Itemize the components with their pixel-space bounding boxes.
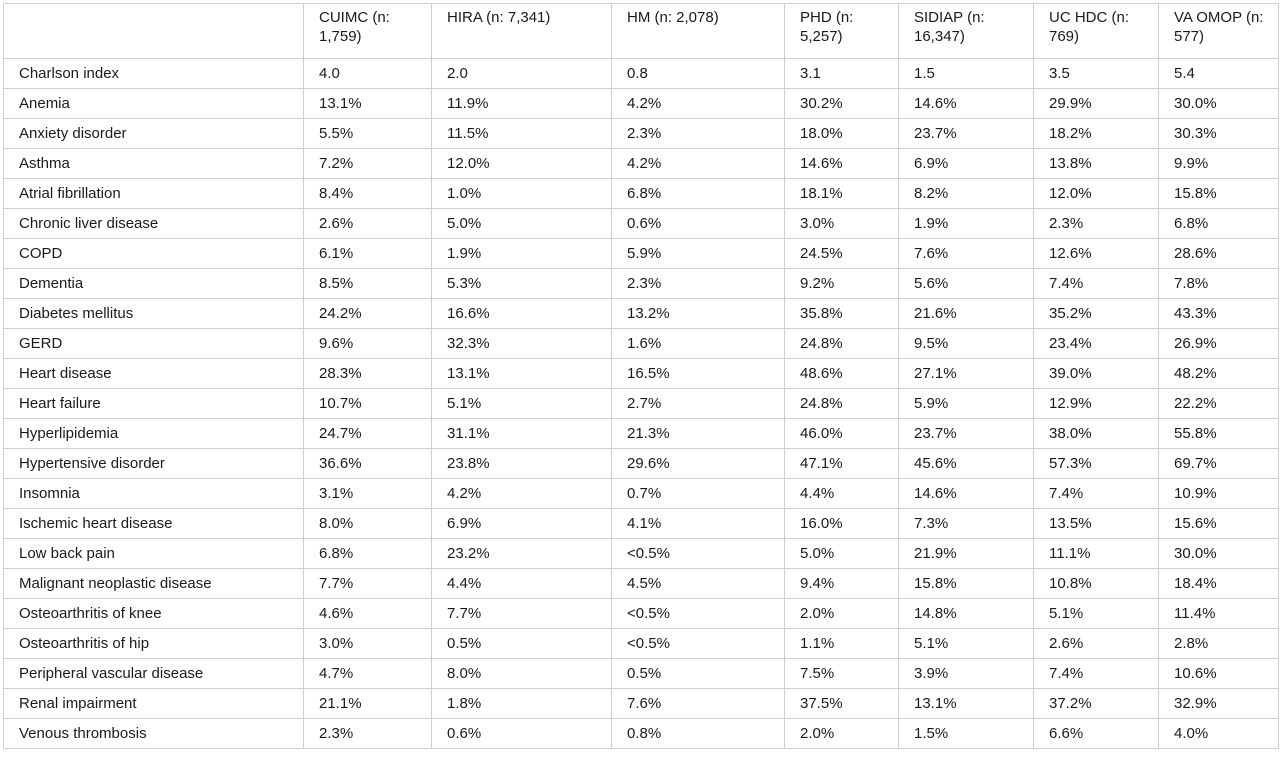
row-label: Diabetes mellitus — [4, 299, 304, 329]
table-cell: 13.2% — [612, 299, 785, 329]
row-label: Anemia — [4, 89, 304, 119]
table-cell: 24.8% — [785, 389, 899, 419]
row-label: Low back pain — [4, 539, 304, 569]
comorbidity-table — [3, 3, 1279, 749]
table-cell: 18.4% — [1159, 569, 1279, 599]
table-cell: 4.7% — [304, 659, 432, 689]
table-cell: 18.2% — [1034, 119, 1159, 149]
row-label: Osteoarthritis of hip — [4, 629, 304, 659]
table-cell: 24.7% — [304, 419, 432, 449]
row-label: Ischemic heart disease — [4, 509, 304, 539]
table-cell: 0.8% — [612, 719, 785, 749]
table-cell: 8.4% — [304, 179, 432, 209]
table-cell: 47.1% — [785, 449, 899, 479]
table-cell: 10.9% — [1159, 479, 1279, 509]
table-cell: 2.3% — [612, 269, 785, 299]
table-cell: 8.2% — [899, 179, 1034, 209]
table-cell: 6.1% — [304, 239, 432, 269]
table-row — [4, 299, 1279, 329]
table-cell: 37.5% — [785, 689, 899, 719]
table-cell: 3.0% — [785, 209, 899, 239]
table-cell: 16.6% — [432, 299, 612, 329]
table-cell: 4.4% — [785, 479, 899, 509]
table-cell: 30.0% — [1159, 539, 1279, 569]
table-cell: 23.4% — [1034, 329, 1159, 359]
column-header: CUIMC (n: 1,759) — [304, 4, 432, 59]
table-cell: 9.4% — [785, 569, 899, 599]
table-cell: 2.8% — [1159, 629, 1279, 659]
table-cell: 26.9% — [1159, 329, 1279, 359]
table-cell: 11.9% — [432, 89, 612, 119]
column-header: HIRA (n: 7,341) — [432, 4, 612, 59]
table-cell: 11.4% — [1159, 599, 1279, 629]
table-cell: 6.8% — [1159, 209, 1279, 239]
table-cell: 9.6% — [304, 329, 432, 359]
table-cell: 2.3% — [304, 719, 432, 749]
table-header — [4, 4, 1279, 59]
column-header: PHD (n: 5,257) — [785, 4, 899, 59]
table-cell: 7.4% — [1034, 479, 1159, 509]
table-cell: 55.8% — [1159, 419, 1279, 449]
table-cell: 4.5% — [612, 569, 785, 599]
table-row — [4, 659, 1279, 689]
row-label: GERD — [4, 329, 304, 359]
table-cell: 13.8% — [1034, 149, 1159, 179]
table-cell: 10.6% — [1159, 659, 1279, 689]
table-cell: 1.6% — [612, 329, 785, 359]
table-cell: 9.2% — [785, 269, 899, 299]
table-cell: 14.8% — [899, 599, 1034, 629]
table-cell: 11.5% — [432, 119, 612, 149]
table-cell: 4.1% — [612, 509, 785, 539]
table-row — [4, 359, 1279, 389]
table-cell: 4.2% — [612, 149, 785, 179]
row-label: Atrial fibrillation — [4, 179, 304, 209]
table-cell: 16.5% — [612, 359, 785, 389]
table-cell: 7.6% — [899, 239, 1034, 269]
row-label: COPD — [4, 239, 304, 269]
row-label: Hypertensive disorder — [4, 449, 304, 479]
table-cell: 3.5 — [1034, 59, 1159, 89]
table-cell: 21.1% — [304, 689, 432, 719]
table-cell: 37.2% — [1034, 689, 1159, 719]
table-row — [4, 719, 1279, 749]
table-cell: 7.4% — [1034, 659, 1159, 689]
row-label: Insomnia — [4, 479, 304, 509]
table-cell: 6.8% — [612, 179, 785, 209]
table-row — [4, 269, 1279, 299]
table-cell: 24.8% — [785, 329, 899, 359]
table-cell: 6.9% — [899, 149, 1034, 179]
table-cell: 13.5% — [1034, 509, 1159, 539]
table-cell: 12.0% — [432, 149, 612, 179]
table-row — [4, 599, 1279, 629]
table-cell: 13.1% — [899, 689, 1034, 719]
table-cell: 3.1 — [785, 59, 899, 89]
table-cell: 10.7% — [304, 389, 432, 419]
table-cell: 1.9% — [432, 239, 612, 269]
table-cell: 18.1% — [785, 179, 899, 209]
table-row — [4, 179, 1279, 209]
table-row — [4, 329, 1279, 359]
table-cell: 0.6% — [432, 719, 612, 749]
table-row — [4, 569, 1279, 599]
table-cell: 23.7% — [899, 119, 1034, 149]
table-cell: 4.0 — [304, 59, 432, 89]
column-header: UC HDC (n: 769) — [1034, 4, 1159, 59]
table-cell: 15.6% — [1159, 509, 1279, 539]
table-cell: 5.0% — [785, 539, 899, 569]
table-row — [4, 509, 1279, 539]
table-cell: 38.0% — [1034, 419, 1159, 449]
table-cell: 5.0% — [432, 209, 612, 239]
table-cell: 12.6% — [1034, 239, 1159, 269]
table-cell: 2.6% — [304, 209, 432, 239]
table-cell: 32.9% — [1159, 689, 1279, 719]
column-header: VA OMOP (n: 577) — [1159, 4, 1279, 59]
table-cell: 21.3% — [612, 419, 785, 449]
table-cell: 1.5% — [899, 719, 1034, 749]
table-cell: 5.9% — [612, 239, 785, 269]
table-cell: 29.9% — [1034, 89, 1159, 119]
table-cell: 43.3% — [1159, 299, 1279, 329]
table-cell: 30.0% — [1159, 89, 1279, 119]
table-cell: 8.0% — [304, 509, 432, 539]
table-row — [4, 539, 1279, 569]
table-cell: 0.7% — [612, 479, 785, 509]
table-cell: 3.1% — [304, 479, 432, 509]
table-cell: 23.7% — [899, 419, 1034, 449]
column-header: SIDIAP (n: 16,347) — [899, 4, 1034, 59]
table-cell: 2.3% — [612, 119, 785, 149]
table-cell: 48.2% — [1159, 359, 1279, 389]
table-cell: 31.1% — [432, 419, 612, 449]
table-cell: 15.8% — [1159, 179, 1279, 209]
table-row — [4, 119, 1279, 149]
table-cell: 11.1% — [1034, 539, 1159, 569]
table-row — [4, 449, 1279, 479]
table-cell: 14.6% — [785, 149, 899, 179]
table-body — [4, 59, 1279, 749]
table-cell: 5.5% — [304, 119, 432, 149]
table-cell: 12.9% — [1034, 389, 1159, 419]
table-cell: 7.6% — [612, 689, 785, 719]
table-cell: 13.1% — [304, 89, 432, 119]
table-cell: 9.9% — [1159, 149, 1279, 179]
table-row — [4, 59, 1279, 89]
table-cell: 1.9% — [899, 209, 1034, 239]
table-cell: 3.9% — [899, 659, 1034, 689]
table-cell: 1.5 — [899, 59, 1034, 89]
table-cell: 2.6% — [1034, 629, 1159, 659]
table-cell: 10.8% — [1034, 569, 1159, 599]
table-cell: 23.2% — [432, 539, 612, 569]
table-cell: 7.7% — [304, 569, 432, 599]
row-label: Chronic liver disease — [4, 209, 304, 239]
table-cell: 30.2% — [785, 89, 899, 119]
table-cell: 16.0% — [785, 509, 899, 539]
table-cell: 35.2% — [1034, 299, 1159, 329]
table-cell: 15.8% — [899, 569, 1034, 599]
table-cell: 7.8% — [1159, 269, 1279, 299]
row-label: Dementia — [4, 269, 304, 299]
table-cell: 57.3% — [1034, 449, 1159, 479]
table-cell: 2.0% — [785, 599, 899, 629]
table-cell: 14.6% — [899, 479, 1034, 509]
table-cell: 5.4 — [1159, 59, 1279, 89]
row-label: Peripheral vascular disease — [4, 659, 304, 689]
table-cell: 28.6% — [1159, 239, 1279, 269]
table-cell: 5.6% — [899, 269, 1034, 299]
table-cell: 14.6% — [899, 89, 1034, 119]
table-cell: 8.5% — [304, 269, 432, 299]
row-label: Anxiety disorder — [4, 119, 304, 149]
table-cell: 7.7% — [432, 599, 612, 629]
table-cell: 7.3% — [899, 509, 1034, 539]
table-cell: 28.3% — [304, 359, 432, 389]
table-cell: 2.3% — [1034, 209, 1159, 239]
table-cell: 39.0% — [1034, 359, 1159, 389]
table-cell: 3.0% — [304, 629, 432, 659]
row-label: Charlson index — [4, 59, 304, 89]
table-cell: 69.7% — [1159, 449, 1279, 479]
header-cell-blank — [4, 4, 304, 59]
table-cell: 21.6% — [899, 299, 1034, 329]
table-cell: 48.6% — [785, 359, 899, 389]
table-cell: 32.3% — [432, 329, 612, 359]
table-cell: 22.2% — [1159, 389, 1279, 419]
header-row — [4, 4, 1279, 59]
table-cell: 5.3% — [432, 269, 612, 299]
table-cell: 6.6% — [1034, 719, 1159, 749]
row-label: Venous thrombosis — [4, 719, 304, 749]
table-cell: 5.9% — [899, 389, 1034, 419]
table-cell: 7.2% — [304, 149, 432, 179]
table-cell: 13.1% — [432, 359, 612, 389]
table-cell: 12.0% — [1034, 179, 1159, 209]
table-cell: 27.1% — [899, 359, 1034, 389]
row-label: Heart disease — [4, 359, 304, 389]
table-cell: 7.5% — [785, 659, 899, 689]
table-row — [4, 629, 1279, 659]
table-cell: 4.0% — [1159, 719, 1279, 749]
table-cell: 29.6% — [612, 449, 785, 479]
table-cell: 4.4% — [432, 569, 612, 599]
row-label: Asthma — [4, 149, 304, 179]
table-cell: 46.0% — [785, 419, 899, 449]
table-row — [4, 479, 1279, 509]
table-cell: 35.8% — [785, 299, 899, 329]
table-cell: 36.6% — [304, 449, 432, 479]
table-cell: 0.5% — [432, 629, 612, 659]
table-cell: 21.9% — [899, 539, 1034, 569]
table-cell: 2.7% — [612, 389, 785, 419]
table-cell: <0.5% — [612, 599, 785, 629]
table-cell: 24.5% — [785, 239, 899, 269]
table-cell: 23.8% — [432, 449, 612, 479]
table-cell: 4.2% — [432, 479, 612, 509]
table-row — [4, 389, 1279, 419]
table-cell: 7.4% — [1034, 269, 1159, 299]
table-row — [4, 89, 1279, 119]
table-cell: 2.0% — [785, 719, 899, 749]
column-header: HM (n: 2,078) — [612, 4, 785, 59]
row-label: Renal impairment — [4, 689, 304, 719]
table-cell: 4.2% — [612, 89, 785, 119]
table-cell: <0.5% — [612, 539, 785, 569]
table-cell: 6.9% — [432, 509, 612, 539]
table-cell: 9.5% — [899, 329, 1034, 359]
table-row — [4, 209, 1279, 239]
table-cell: 1.0% — [432, 179, 612, 209]
table-cell: 0.5% — [612, 659, 785, 689]
table-row — [4, 239, 1279, 269]
table-cell: 0.8 — [612, 59, 785, 89]
table-cell: 1.1% — [785, 629, 899, 659]
table-row — [4, 689, 1279, 719]
table-cell: 30.3% — [1159, 119, 1279, 149]
table-cell: 24.2% — [304, 299, 432, 329]
table-cell: 5.1% — [1034, 599, 1159, 629]
table-cell: 5.1% — [432, 389, 612, 419]
row-label: Osteoarthritis of knee — [4, 599, 304, 629]
table-cell: 0.6% — [612, 209, 785, 239]
table-cell: <0.5% — [612, 629, 785, 659]
row-label: Heart failure — [4, 389, 304, 419]
table-cell: 1.8% — [432, 689, 612, 719]
table-cell: 2.0 — [432, 59, 612, 89]
table-row — [4, 149, 1279, 179]
table-cell: 6.8% — [304, 539, 432, 569]
row-label: Malignant neoplastic disease — [4, 569, 304, 599]
table-cell: 4.6% — [304, 599, 432, 629]
table-cell: 5.1% — [899, 629, 1034, 659]
table-row — [4, 419, 1279, 449]
table-cell: 45.6% — [899, 449, 1034, 479]
row-label: Hyperlipidemia — [4, 419, 304, 449]
table-cell: 8.0% — [432, 659, 612, 689]
table-cell: 18.0% — [785, 119, 899, 149]
